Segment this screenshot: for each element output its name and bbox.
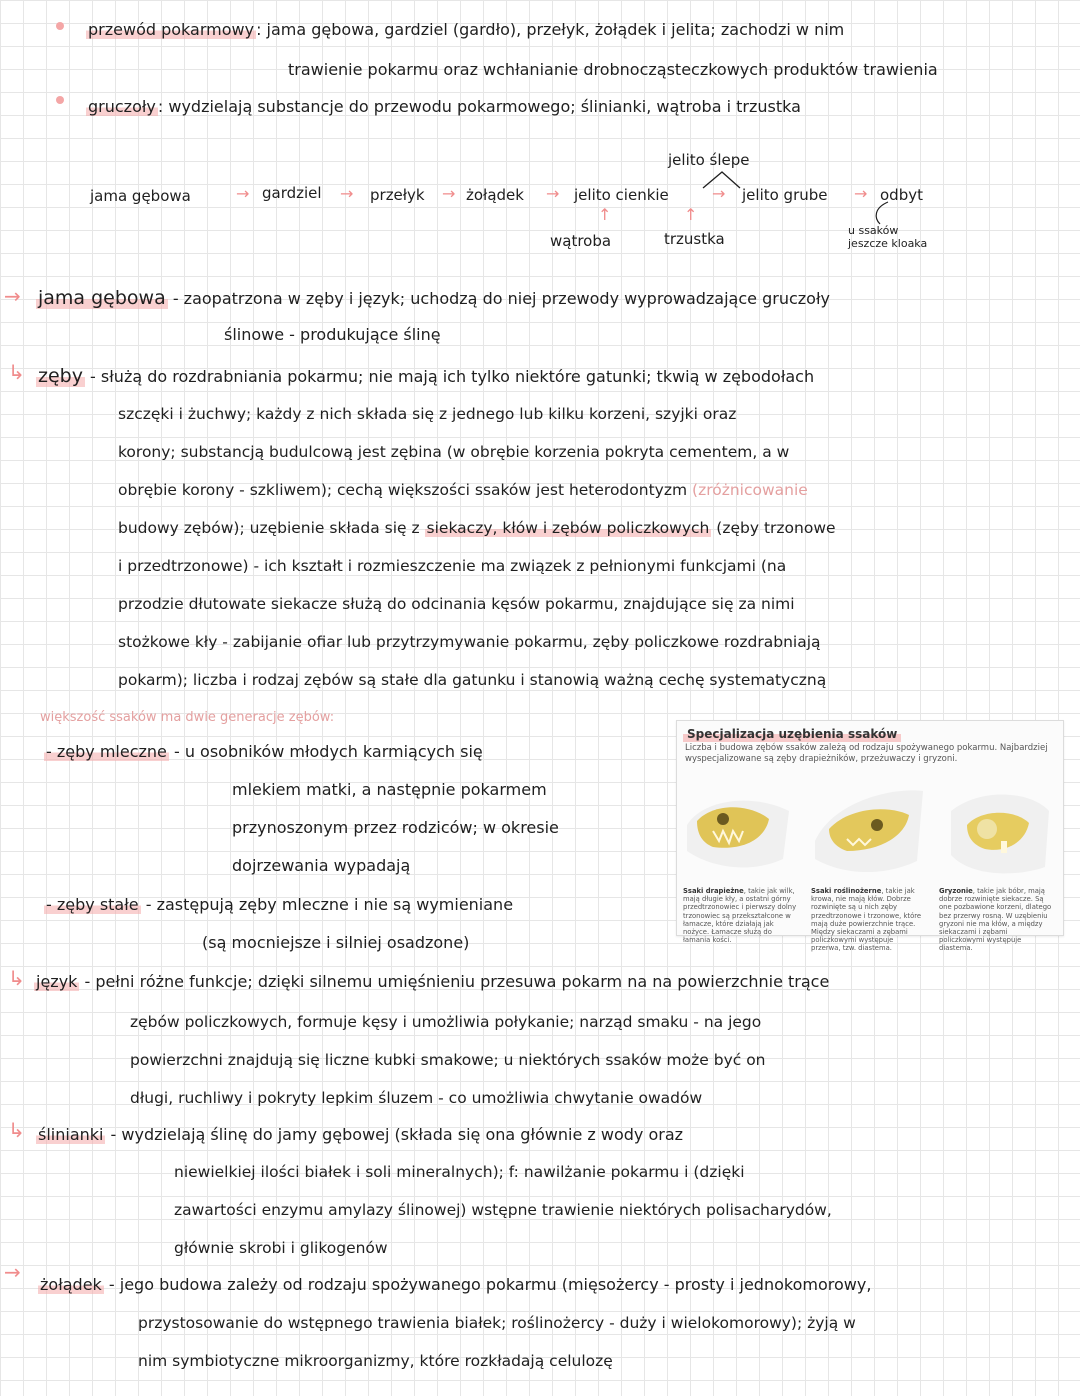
- flow-item-odbyt: odbyt: [880, 186, 923, 204]
- curved-arrow-icon: [870, 200, 894, 226]
- return-arrow-icon: ↳: [8, 966, 25, 990]
- arrow-right-icon: →: [546, 184, 560, 203]
- flow-jelito-slepe: jelito ślepe: [668, 151, 750, 169]
- flow-item-zoladek: żołądek: [466, 186, 524, 204]
- arrow-up-icon: ↑: [598, 205, 612, 224]
- term-gruczoly: gruczoły: [88, 97, 156, 116]
- slinianki-text-1: - wydzielają ślinę do jamy gębowej (składa się ona głównie z wody oraz: [105, 1125, 684, 1144]
- bullet-dot: [56, 22, 64, 30]
- textbook-figure: [676, 720, 1064, 953]
- intro-line-2: trawienie pokarmu oraz wchłanianie drobnocząsteczkowych produktów trawienia: [288, 60, 938, 79]
- slinianki-line-3: zawartości enzymu amylazy ślinowej) wstępne trawienie niektórych polisacharydów,: [174, 1201, 832, 1219]
- term-jama-gebowa: jama gębowa: [38, 287, 166, 309]
- caption-drapiezne-bold: Ssaki drapieżne: [683, 887, 744, 895]
- beaver-skull-icon: [941, 781, 1053, 881]
- stale-text-1: - zastępują zęby mleczne i nie są wymieniane: [140, 895, 514, 914]
- jama-line-2: ślinowe - produkujące ślinę: [224, 325, 441, 344]
- zeby-line-9: pokarm); liczba i rodzaj zębów są stałe dla gatunku i stanowią ważną cechę systematyczną: [118, 671, 827, 689]
- zeby-line-8: stożkowe kły - zabijanie ofiar lub przytrzymywanie pokarmu, zęby policzkowe rozdrabniają: [118, 633, 821, 651]
- term-zeby: zęby: [38, 365, 83, 387]
- caption-gryzonie-text: , takie jak bóbr, mają dobrze rozwinięte siekacze. Są one pozbawione korzeni, dlatego bez przerwy rosną. W uzębieniu gryzoni nie ma kłów, a między siekaczami i zębami policzkowymi występuje diastema.: [939, 887, 1052, 953]
- zeby-line-7: przodzie dłutowate siekacze służą do odcinania kęsów pokarmu, znajdujące się za nimi: [118, 595, 795, 613]
- zoladek-line-1: [38, 1275, 871, 1295]
- caption-roslinozerne-bold: Ssaki roślinożerne: [811, 887, 882, 895]
- flow-item-jama: jama gębowa: [90, 187, 191, 205]
- mleczne-line-2: mlekiem matki, a następnie pokarmem: [232, 780, 547, 799]
- wolf-skull-icon: [683, 781, 795, 881]
- mleczne-line-4: dojrzewania wypadają: [232, 856, 411, 875]
- flow-item-przelyk: przełyk: [370, 186, 425, 204]
- flow-note-kloaka: u ssaków jeszcze kloaka: [848, 224, 928, 250]
- flow-item-jelito-grube: jelito grube: [742, 186, 828, 204]
- pink-arrow-icon: →: [4, 1260, 21, 1284]
- arrow-right-icon: →: [236, 184, 250, 203]
- caption-drapiezne: [683, 887, 797, 944]
- term-zeby-stale: - zęby stałe: [46, 895, 139, 914]
- zeby-line-2: szczęki i żuchwy; każdy z nich składa się z jednego lub kilku korzeni, szyjki oraz: [118, 405, 737, 423]
- figure-subtitle: Liczba i budowa zębów ssaków zależą od rodzaju spożywanego pokarmu. Najbardziej wyspecjalizowane są zęby drapieżników, przeżuwaczy i gryzoni.: [685, 743, 1048, 764]
- tooth-types-highlight: siekaczy, kłów i zębów policzkowych: [426, 519, 710, 537]
- flow-watroba: wątroba: [550, 232, 612, 250]
- bullet-dot: [56, 96, 64, 104]
- jezyk-text-1: - pełni różne funkcje; dzięki silnemu umięśnieniu przesuwa pokarm na na powierzchnie trące: [79, 972, 830, 991]
- branch-arrows-icon: [700, 168, 750, 192]
- zeby-text-4: obrębie korony - szkliwem); cechą większości ssaków jest heterodontyzm: [118, 481, 688, 499]
- zoladek-line-2: przystosowanie do wstępnego trawienia białek; roślinożercy - duży i wielokomorowy); żyją w: [138, 1314, 856, 1332]
- jama-line-1: [36, 288, 830, 309]
- return-arrow-icon: ↳: [8, 360, 25, 384]
- jezyk-line-1: [34, 972, 829, 992]
- flow-item-gardziel: gardziel: [262, 184, 322, 202]
- mleczne-line-3: przynoszonym przez rodziców; w okresie: [232, 818, 559, 837]
- intro-line-3: [86, 97, 801, 117]
- zeby-line-1: [36, 366, 814, 387]
- zeby-line-6: i przedtrzonowe) - ich kształt i rozmieszczenie ma związek z pełnionymi funkcjami (na: [118, 557, 787, 575]
- slinianki-line-4: głównie skrobi i glikogenów: [174, 1239, 388, 1257]
- arrow-right-icon: →: [442, 184, 456, 203]
- intro-text-1: : jama gębowa, gardziel (gardło), przełyk, żołądek i jelita; zachodzi w nim: [256, 20, 845, 39]
- intro-line-1: [86, 20, 844, 40]
- stale-line-1: [44, 895, 513, 915]
- flow-item-jelito-cienkie: jelito cienkie: [574, 186, 669, 204]
- term-slinianki: ślinianki: [38, 1125, 104, 1144]
- generations-heading: większość ssaków ma dwie generacje zębów:: [40, 710, 335, 725]
- arrow-right-icon: →: [340, 184, 354, 203]
- slinianki-line-2: niewielkiej ilości białek i soli mineralnych); f: nawilżanie pokarmu i (dzięki: [174, 1163, 745, 1181]
- zeby-line-3: korony; substancją budulcową jest zębina (w obrębie korzenia pokryta cementem, a w: [118, 443, 790, 461]
- jezyk-line-4: długi, ruchliwy i pokryty lepkim śluzem - co umożliwia chwytanie owadów: [130, 1089, 703, 1107]
- intro-text-3: : wydzielają substancje do przewodu pokarmowego; ślinianki, wątroba i trzustka: [157, 97, 801, 116]
- caption-roslinozerne-text: , takie jak krowa, nie mają kłów. Dobrze rozwinięte są u nich zęby przedtrzonowe i trzonowe, które mają duże powierzchnie trące. Między siekaczami a zębami policzkowymi występuje przerwa, tzw. diastema.: [811, 887, 922, 953]
- return-arrow-icon: ↳: [8, 1118, 25, 1142]
- caption-drapiezne-text: , takie jak wilk, mają długie kły, a ostatni górny przedtrzonowiec i pierwszy dolny trzonowiec są przekształcone w łamacze, które działają jak nożyce. Łamacze służą do łamania kości.: [683, 887, 797, 945]
- zeby-text-1: - służą do rozdrabniania pokarmu; nie mają ich tylko niektóre gatunki; tkwią w zębodołach: [84, 367, 815, 386]
- arrow-right-icon: →: [712, 184, 726, 203]
- term-zeby-mleczne: - zęby mleczne: [46, 742, 167, 761]
- flow-trzustka: trzustka: [664, 230, 725, 248]
- term-jezyk: język: [36, 972, 78, 991]
- caption-gryzonie: [939, 887, 1053, 953]
- zeby-line-5: [118, 518, 836, 538]
- zeby-text-5: budowy zębów); uzębienie składa się z: [118, 519, 420, 537]
- arrow-right-icon: →: [854, 184, 868, 203]
- caption-roslinozerne: [811, 887, 925, 953]
- pink-arrow-icon: →: [4, 284, 21, 308]
- zoladek-text-1: - jego budowa zależy od rodzaju spożywanego pokarmu (mięsożercy - prosty i jednokomorowy,: [103, 1275, 872, 1294]
- caption-gryzonie-bold: Gryzonie: [939, 887, 973, 895]
- slinianki-line-1: [36, 1125, 683, 1145]
- tooth-types-tail: (zęby trzonowe: [711, 519, 836, 537]
- jezyk-line-3: powierzchni znajdują się liczne kubki smakowe; u niektórych ssaków może być on: [130, 1051, 766, 1069]
- zeby-line-4: [118, 480, 808, 500]
- zoladek-line-3: nim symbiotyczne mikroorganizmy, które rozkładają celulozę: [138, 1352, 613, 1370]
- jama-text-1: - zaopatrzona w zęby i język; uchodzą do niej przewody wyprowadzające gruczoły: [167, 289, 830, 308]
- cow-skull-icon: [813, 781, 925, 881]
- figure-title: Specjalizacja uzębienia ssaków: [683, 726, 901, 742]
- term-przewod-pokarmowy: przewód pokarmowy: [88, 20, 255, 39]
- stale-line-2: (są mocniejsze i silniej osadzone): [202, 933, 470, 952]
- arrow-up-icon: ↑: [684, 205, 698, 224]
- mleczne-line-1: [44, 742, 483, 762]
- hetero-note: (zróżnicowanie: [692, 481, 808, 499]
- jezyk-line-2: zębów policzkowych, formuje kęsy i umożliwia połykanie; narząd smaku - na jego: [130, 1013, 762, 1031]
- term-zoladek: żołądek: [40, 1275, 102, 1294]
- mleczne-text-1: - u osobników młodych karmiących się: [168, 742, 483, 761]
